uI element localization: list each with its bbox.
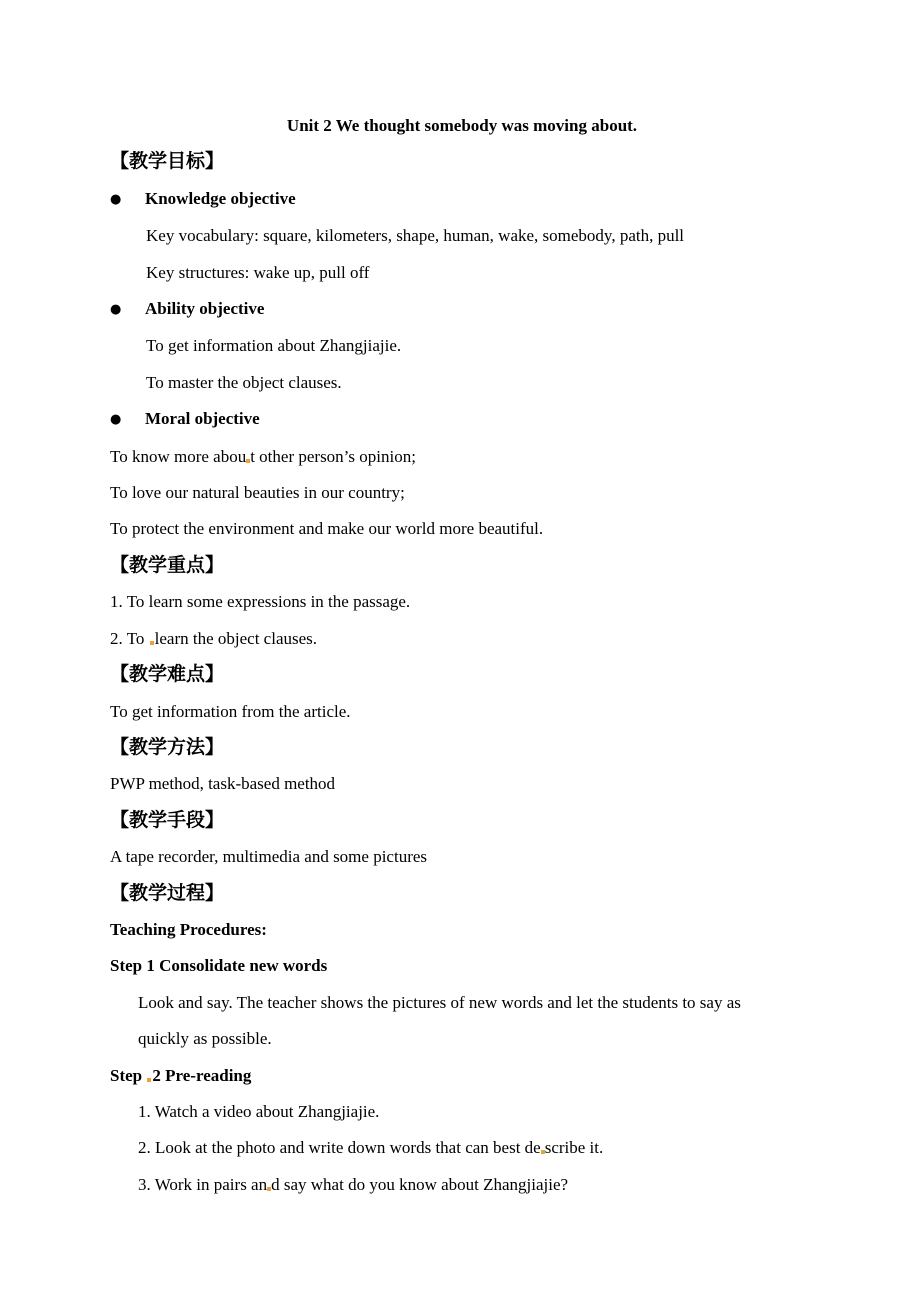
orange-dot-mark bbox=[147, 1078, 151, 1082]
moral-objective-label: Moral objective bbox=[145, 409, 260, 429]
key-structures-line: Key structures: wake up, pull off bbox=[146, 262, 370, 282]
section-header-methods: 【教学方法】 bbox=[110, 736, 225, 758]
key-vocabulary-line: Key vocabulary: square, kilometers, shape, human, wake, somebody, path, pull bbox=[146, 226, 685, 246]
bullet-icon: ● bbox=[110, 412, 122, 428]
step2-item-3 bbox=[110, 1167, 814, 1203]
section-header-aids: 【教学手段】 bbox=[110, 809, 225, 831]
section-header-objectives: 【教学目标】 bbox=[110, 151, 225, 173]
text-segment: 2. To bbox=[110, 628, 149, 648]
difficult-points-line: To get information from the article. bbox=[110, 701, 351, 721]
key-points-item-1: 1. To learn some expressions in the passage. bbox=[110, 592, 411, 612]
text-segment: Step bbox=[110, 1065, 147, 1085]
step2-item-1: 1. Watch a video about Zhangjiajie. bbox=[138, 1101, 380, 1121]
step2-title bbox=[110, 1058, 814, 1094]
step1-title: Step 1 Consolidate new words bbox=[110, 956, 328, 976]
bullet-item-ability bbox=[110, 291, 814, 328]
section-header-key-points: 【教学重点】 bbox=[110, 554, 225, 576]
text-segment: scribe it. bbox=[544, 1138, 604, 1158]
bullet-icon: ● bbox=[110, 191, 122, 207]
text-segment: learn the object clauses. bbox=[154, 628, 318, 648]
text-segment: 2 Pre-reading bbox=[152, 1065, 252, 1085]
step2-item-2 bbox=[110, 1130, 814, 1166]
bullet-item-moral bbox=[110, 401, 814, 438]
text-segment: To know more abou bbox=[110, 446, 247, 466]
step1-text-line-1: Look and say. The teacher shows the pictures of new words and let the students to say as bbox=[138, 992, 741, 1012]
document-title: Unit 2 We thought somebody was moving about. bbox=[286, 116, 638, 135]
key-points-item-2 bbox=[110, 621, 814, 657]
knowledge-objective-label: Knowledge objective bbox=[145, 188, 296, 208]
step1-text-line-2: quickly as possible. bbox=[138, 1029, 272, 1049]
text-segment: d say what do you know about Zhangjiajie? bbox=[271, 1174, 569, 1194]
teaching-procedures-label: Teaching Procedures: bbox=[110, 919, 267, 939]
text-segment: 3. Work in pairs an bbox=[138, 1174, 268, 1194]
section-header-procedures: 【教学过程】 bbox=[110, 882, 225, 904]
bullet-item-knowledge bbox=[110, 181, 814, 218]
moral-line-3: To protect the environment and make our world more beautiful. bbox=[110, 519, 544, 539]
methods-line: PWP method, task-based method bbox=[110, 774, 336, 794]
ability-objective-label: Ability objective bbox=[145, 299, 265, 319]
orange-dot-mark bbox=[150, 641, 154, 645]
moral-line-2: To love our natural beauties in our country; bbox=[110, 483, 405, 503]
bullet-icon: ● bbox=[110, 302, 122, 318]
aids-line: A tape recorder, multimedia and some pictures bbox=[110, 847, 428, 867]
ability-line-2: To master the object clauses. bbox=[146, 372, 342, 392]
moral-line-1 bbox=[110, 439, 814, 475]
section-header-difficult-points: 【教学难点】 bbox=[110, 664, 225, 686]
text-segment: t other person’s opinion; bbox=[250, 446, 416, 466]
text-segment: 2. Look at the photo and write down words that can best de bbox=[138, 1138, 541, 1158]
ability-line-1: To get information about Zhangjiajie. bbox=[146, 336, 402, 356]
